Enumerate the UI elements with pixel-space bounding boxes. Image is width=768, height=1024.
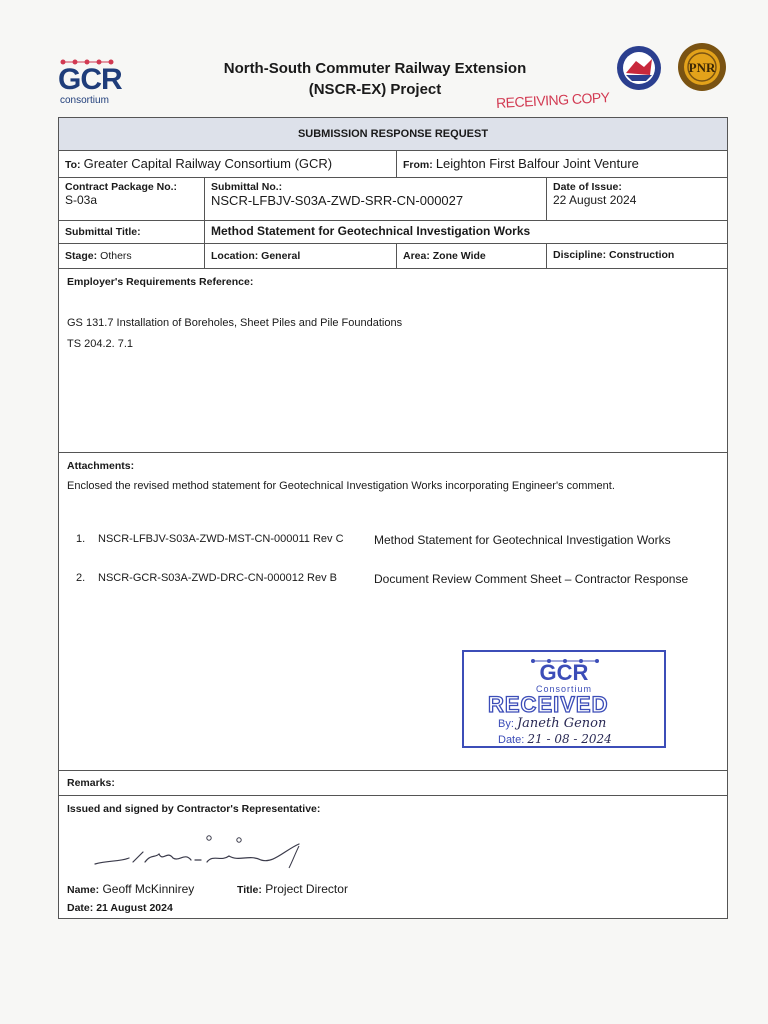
submittal-title-row bbox=[59, 221, 727, 244]
submittal-title-value: Method Statement for Geotechnical Investigation Works bbox=[211, 224, 531, 238]
title-field: Title: Project Director bbox=[237, 882, 348, 896]
stamp-status: RECEIVED bbox=[488, 692, 609, 717]
name-value: Geoff McKinnirey bbox=[102, 882, 195, 896]
attachment-2-code: NSCR-GCR-S03A-ZWD-DRC-CN-000012 Rev B bbox=[98, 572, 337, 584]
date-value: 21 August 2024 bbox=[96, 902, 173, 914]
gcr-logo-sub: consortium bbox=[60, 95, 109, 106]
submittal-title-value-cell bbox=[205, 221, 727, 243]
contractor-signature-icon bbox=[89, 832, 319, 872]
stamp-logo: GCR bbox=[539, 660, 589, 685]
stage-cell: Stage: Others bbox=[59, 244, 205, 268]
location-cell: Location: General bbox=[205, 244, 397, 268]
employer-ref-label: Employer's Requirements Reference: bbox=[67, 276, 254, 288]
project-title: North-South Commuter Railway Extension (NSCR-EX) Project bbox=[223, 60, 527, 98]
from-value: Leighton First Balfour Joint Venture bbox=[435, 156, 639, 171]
remarks-label: Remarks: bbox=[67, 777, 115, 789]
stamp-sub: Consortium bbox=[535, 684, 592, 694]
attachments-intro: Enclosed the revised method statement for Geotechnical Investigation Works incorporating Engineer's comment. bbox=[67, 480, 615, 492]
pnr-seal-icon bbox=[677, 42, 727, 92]
discipline-cell: Discipline: Construction bbox=[553, 249, 675, 261]
area-cell: Area: Zone Wide bbox=[397, 244, 547, 268]
attachments-label: Attachments: bbox=[67, 460, 135, 472]
to-from-row bbox=[59, 151, 727, 178]
date-field: Date: 21 August 2024 bbox=[67, 902, 173, 914]
receiving-copy-stamp: RECEIVING COPY bbox=[495, 89, 610, 111]
stamp-by-value: Janeth Genon bbox=[516, 716, 607, 731]
submittal-no-cell: Submittal No.: NSCR-LFBJV-S03A-ZWD-SRR-CN-000027 bbox=[205, 178, 547, 220]
attachment-1-num: 1. bbox=[76, 533, 86, 545]
signature-section bbox=[59, 796, 727, 918]
gcr-logo: GCR bbox=[58, 63, 122, 96]
title-value: Project Director bbox=[265, 882, 348, 896]
from-cell: From: Leighton First Balfour Joint Venture bbox=[403, 156, 639, 171]
name-field: Name: Geoff McKinnirey bbox=[67, 882, 195, 896]
stamp-by: By: Janeth Genon bbox=[498, 716, 607, 731]
employer-ref-section bbox=[59, 269, 727, 453]
contract-value: S-03a bbox=[65, 193, 98, 207]
attachment-1-desc: Method Statement for Geotechnical Investigation Works bbox=[374, 533, 671, 547]
issued-label: Issued and signed by Contractor's Representative: bbox=[67, 803, 321, 815]
submittal-no-value: NSCR-LFBJV-S03A-ZWD-SRR-CN-000027 bbox=[211, 193, 464, 208]
received-stamp bbox=[462, 650, 666, 748]
dotr-seal-icon bbox=[616, 45, 662, 91]
date-issue-cell: Date of Issue: 22 August 2024 bbox=[547, 178, 727, 220]
date-issue-value: 22 August 2024 bbox=[553, 193, 637, 207]
stage-row bbox=[59, 244, 727, 269]
attachment-1-code: NSCR-LFBJV-S03A-ZWD-MST-CN-000011 Rev C bbox=[98, 533, 344, 545]
form-title: SUBMISSION RESPONSE REQUEST bbox=[59, 118, 727, 151]
svg-text:PNR: PNR bbox=[688, 60, 716, 75]
stamp-date-value: 21 - 08 - 2024 bbox=[527, 732, 612, 746]
attachment-2-num: 2. bbox=[76, 572, 86, 584]
contract-row bbox=[59, 178, 727, 221]
to-value: Greater Capital Railway Consortium (GCR) bbox=[83, 156, 333, 171]
employer-ref-line-1: GS 131.7 Installation of Boreholes, Sheet Piles and Pile Foundations bbox=[67, 317, 403, 329]
remarks-section bbox=[59, 771, 727, 796]
attachment-2-desc: Document Review Comment Sheet – Contractor Response bbox=[374, 572, 689, 586]
to-cell: To: Greater Capital Railway Consortium (GCR) bbox=[59, 151, 397, 177]
submission-form bbox=[58, 117, 728, 919]
employer-ref-line-2: TS 204.2. 7.1 bbox=[67, 338, 134, 350]
contract-cell: Contract Package No.: S-03a bbox=[59, 178, 205, 220]
submittal-title-label-cell: Submittal Title: bbox=[59, 221, 205, 243]
stamp-date: Date: 21 - 08 - 2024 bbox=[498, 732, 612, 746]
